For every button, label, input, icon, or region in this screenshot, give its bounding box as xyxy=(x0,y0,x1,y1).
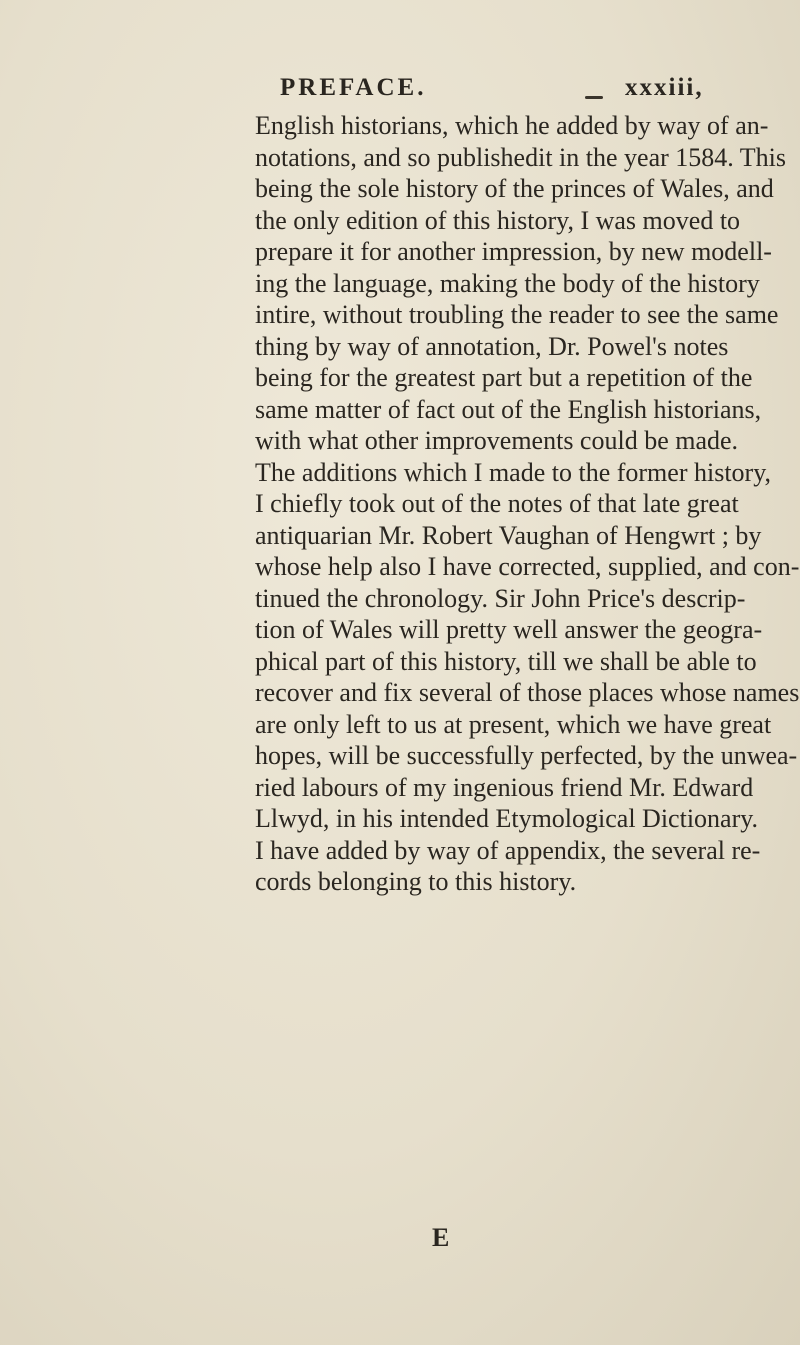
signature-mark: E xyxy=(432,1223,450,1252)
ornament-rule xyxy=(585,96,603,99)
text-line: being the sole history of the princes of Wales, and xyxy=(255,174,774,203)
text-line: ried labours of my ingenious friend Mr. Edward xyxy=(255,772,754,802)
text-line: antiquarian Mr. Robert Vaughan of Hengwrt ; by xyxy=(255,520,762,550)
text-line: phical part of this history, till we shall be able to xyxy=(255,646,757,676)
text-line: Llwyd, in his intended Etymological Dictionary. xyxy=(255,804,759,833)
text-line: with what other improvements could be made. xyxy=(255,426,739,455)
text-line: I have added by way of appendix, the several re- xyxy=(255,835,761,865)
text-line: same matter of fact out of the English historians, xyxy=(255,394,762,424)
text-line: tinued the chronology. Sir John Price's descrip- xyxy=(255,583,746,613)
preface-paragraph xyxy=(255,110,800,898)
text-line: cords belonging to this history. xyxy=(255,867,577,896)
text-line: I chiefly took out of the notes of that late great xyxy=(255,489,739,518)
text-line: intire, without troubling the reader to see the same xyxy=(255,300,779,329)
text-line: the only edition of this history, I was moved to xyxy=(255,205,741,235)
text-line: are only left to us at present, which we have great xyxy=(255,709,772,739)
text-line: tion of Wales will pretty well answer the geogra- xyxy=(255,615,763,644)
text-line: prepare it for another impression, by new modell- xyxy=(255,237,772,266)
running-head xyxy=(280,74,750,110)
text-line: whose help also I have corrected, supplied, and con- xyxy=(255,552,800,581)
text-line: English historians, which he added by way of an- xyxy=(255,111,769,140)
text-line: thing by way of annotation, Dr. Powel's notes xyxy=(255,331,729,361)
text-line: ing the language, making the body of the history xyxy=(255,268,760,298)
page-number: xxxiii, xyxy=(625,74,704,101)
text-line: recover and fix several of those places whose names xyxy=(255,678,800,707)
text-line: notations, and so publishedit in the year 1584. This xyxy=(255,142,787,172)
text-line: hopes, will be successfully perfected, by the unwea- xyxy=(255,741,798,770)
text-line: being for the greatest part but a repetition of the xyxy=(255,363,753,392)
running-title: PREFACE. xyxy=(280,74,427,101)
text-line: The additions which I made to the former history, xyxy=(255,457,772,487)
